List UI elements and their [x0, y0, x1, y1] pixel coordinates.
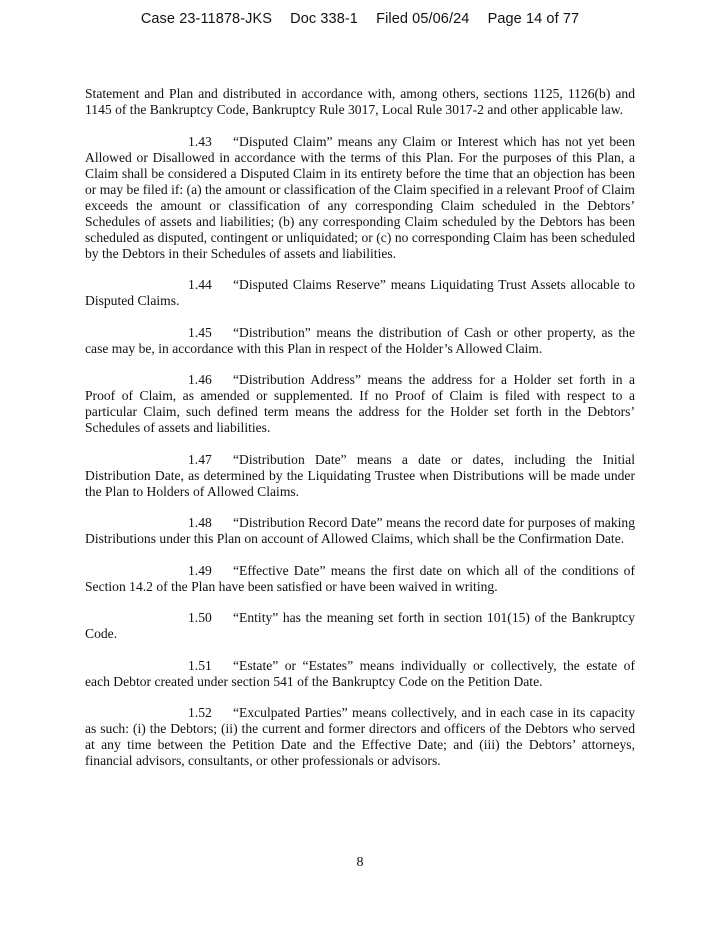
definition-text: “Distribution Address” means the address for a Holder set forth in a Proof of Claim, as amended or supplemented. If no Proof of Claim is filed with respect to a particular Claim, such defined term means the address for the Holder set forth in the Debtors’ Schedules of assets and liabilities. — [85, 372, 635, 435]
definition-text: “Distribution Record Date” means the record date for purposes of making Distributions under this Plan on account of Allowed Claims, which shall be the Confirmation Date. — [85, 515, 635, 546]
definition-text: “Exculpated Parties” means collectively, and in each case in its capacity as such: (i) the Debtors; (ii) the current and former directors and officers of the Debtors who served at any time between the Petition Date and the Effective Date; and (iii) the Debtors’ attorneys, financial advisors, consultants, or other professionals or advisors. — [85, 705, 635, 768]
definition-text: “Disputed Claim” means any Claim or Interest which has not yet been Allowed or Disallowed in accordance with the terms of this Plan. For the purposes of this Plan, a Claim shall be considered a Disputed Claim in its entirety before the time that an objection has been or may be filed if: (a) the amount or classification of the Claim specified in a relevant Proof of Claim exceeds the amount or classification of any corresponding Claim scheduled in the Debtors’ Schedules of assets and liabilities; (b) any corresponding Claim scheduled by the Debtors has been scheduled as disputed, contingent or unliquidated; or (c) no corresponding Claim has been scheduled by the Debtors in their Schedules of assets and liabilities. — [85, 133, 635, 261]
section-number: 1.51 — [188, 657, 212, 673]
definition-1-48 — [85, 515, 635, 547]
definition-1-46 — [85, 372, 635, 436]
definition-1-44 — [85, 277, 635, 309]
definition-text: “Entity” has the meaning set forth in section 101(15) of the Bankruptcy Code. — [85, 610, 635, 641]
section-number: 1.49 — [188, 562, 212, 578]
definition-1-43 — [85, 134, 635, 262]
section-number: 1.44 — [188, 277, 212, 292]
definition-text: “Estate” or “Estates” means individually or collectively, the estate of each Debtor created under section 541 of the Bankruptcy Code on the Petition Date. — [85, 657, 635, 689]
section-number: 1.48 — [188, 515, 212, 530]
page-of: Page 14 of 77 — [487, 11, 580, 27]
case-number: Case 23-11878-JKS — [140, 11, 273, 27]
section-number: 1.46 — [188, 372, 212, 387]
definition-text: “Effective Date” means the first date on which all of the conditions of Section 14.2 of the Plan have been satisfied or have been waived in writing. — [85, 562, 635, 594]
document-body — [85, 86, 635, 785]
definition-text: “Distribution Date” means a date or dates, including the Initial Distribution Date, as determined by the Liquidating Trustee when Distributions will be made under the Plan to Holders of Allowed Claims. — [85, 451, 635, 499]
section-number: 1.47 — [188, 451, 212, 467]
section-number: 1.52 — [188, 705, 212, 720]
section-number: 1.43 — [188, 133, 212, 149]
filed-date: Filed 05/06/24 — [376, 11, 470, 27]
page-number: 8 — [356, 855, 364, 870]
definition-1-47 — [85, 452, 635, 500]
definition-1-50 — [85, 610, 635, 642]
doc-number: Doc 338-1 — [290, 11, 358, 27]
definition-1-52 — [85, 705, 635, 769]
definition-1-51 — [85, 658, 635, 690]
intro-paragraph: Statement and Plan and distributed in accordance with, among others, sections 1125, 1126(b) and 1145 of the Bankruptcy Code, Bankruptcy Rule 3017, Local Rule 3017-2 and other applicable law. — [85, 86, 635, 117]
definition-1-49 — [85, 563, 635, 595]
section-number: 1.45 — [188, 324, 212, 340]
section-number: 1.50 — [188, 610, 212, 625]
definition-1-45 — [85, 325, 635, 357]
definition-text: “Disputed Claims Reserve” means Liquidating Trust Assets allocable to Disputed Claims. — [85, 277, 635, 308]
page-header — [0, 11, 720, 27]
definition-text: “Distribution” means the distribution of Cash or other property, as the case may be, in accordance with this Plan in respect of the Holder’s Allowed Claim. — [85, 324, 635, 356]
